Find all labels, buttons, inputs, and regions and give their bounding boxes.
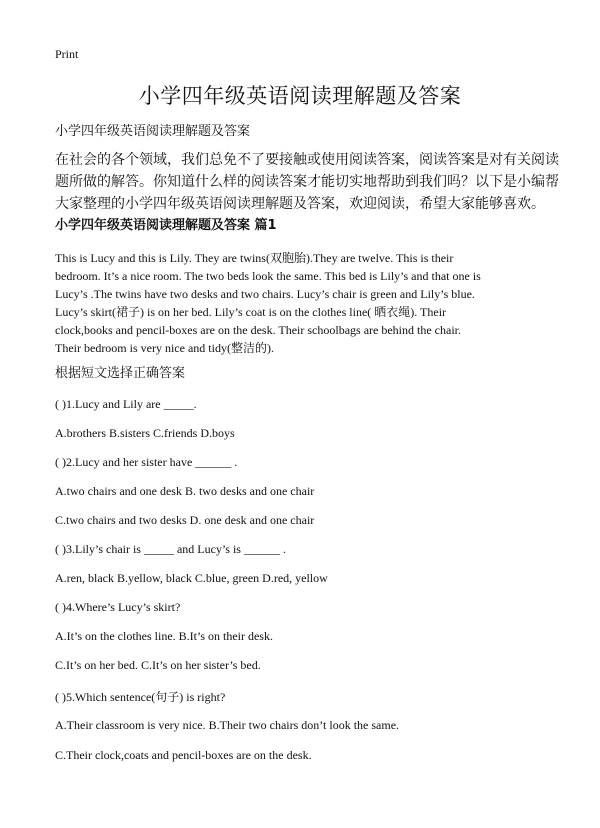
passage-line: This is Lucy and this is Lily. They are twins(双胞胎).They are twelve. This is their [55, 251, 454, 265]
question-4-options-b: C.It’s on her bed. C.It’s on her sister’s bed. [55, 658, 261, 672]
section-heading: 小学四年级英语阅读理解题及答案 篇1 [55, 218, 277, 233]
question-2: ( )2.Lucy and her sister have ______ . [55, 455, 238, 469]
intro-line: 大家整理的小学四年级英语阅读理解题及答案，欢迎阅读，希望大家能够喜欢。 [55, 196, 545, 212]
intro-paragraph [55, 149, 559, 215]
reading-passage [55, 249, 555, 357]
question-4: ( )4.Where’s Lucy’s skirt? [55, 600, 181, 614]
passage-line: Their bedroom is very nice and tidy(整洁的). [55, 341, 274, 355]
subtitle: 小学四年级英语阅读理解题及答案 [55, 124, 251, 139]
question-5: ( )5.Which sentence(句子) is right? [55, 690, 226, 704]
question-5-options-a: A.Their classroom is very nice. B.Their two chairs don’t look the same. [55, 718, 400, 732]
passage-line: Lucy’s skirt(裙子) is on her bed. Lily’s coat is on the clothes line( 晒衣绳). Their [55, 305, 447, 319]
page-title: 小学四年级英语阅读理解题及答案 [138, 84, 462, 108]
question-2-options-b: C.two chairs and two desks D. one desk and one chair [55, 513, 315, 527]
question-3-options: A.ren, black B.yellow, black C.blue, green D.red, yellow [55, 571, 328, 585]
question-4-options-a: A.It’s on the clothes line. B.It’s on their desk. [55, 629, 273, 643]
print-label[interactable]: Print [55, 47, 79, 61]
question-5-options-b: C.Their clock,coats and pencil-boxes are on the desk. [55, 748, 312, 762]
question-1: ( )1.Lucy and Lily are _____. [55, 397, 197, 411]
passage-line: clock,books and pencil-boxes are on the desk. Their schoolbags are behind the chair. [55, 323, 461, 337]
question-2-options-a: A.two chairs and one desk B. two desks and one chair [55, 484, 315, 498]
question-1-options: A.brothers B.sisters C.friends D.boys [55, 426, 235, 440]
intro-line: 题所做的解答。你知道什么样的阅读答案才能切实地帮助到我们吗？以下是小编帮 [55, 174, 559, 190]
passage-line: Lucy’s .The twins have two desks and two chairs. Lucy’s chair is green and Lily’s blue. [55, 287, 475, 301]
question-3: ( )3.Lily’s chair is _____ and Lucy’s is ______ . [55, 542, 286, 556]
passage-line: bedroom. It’s a nice room. The two beds look the same. This bed is Lily’s and that one is [55, 269, 481, 283]
intro-line: 在社会的各个领域，我们总免不了要接触或使用阅读答案，阅读答案是对有关阅读 [55, 152, 559, 168]
instruction: 根据短文选择正确答案 [55, 366, 186, 381]
